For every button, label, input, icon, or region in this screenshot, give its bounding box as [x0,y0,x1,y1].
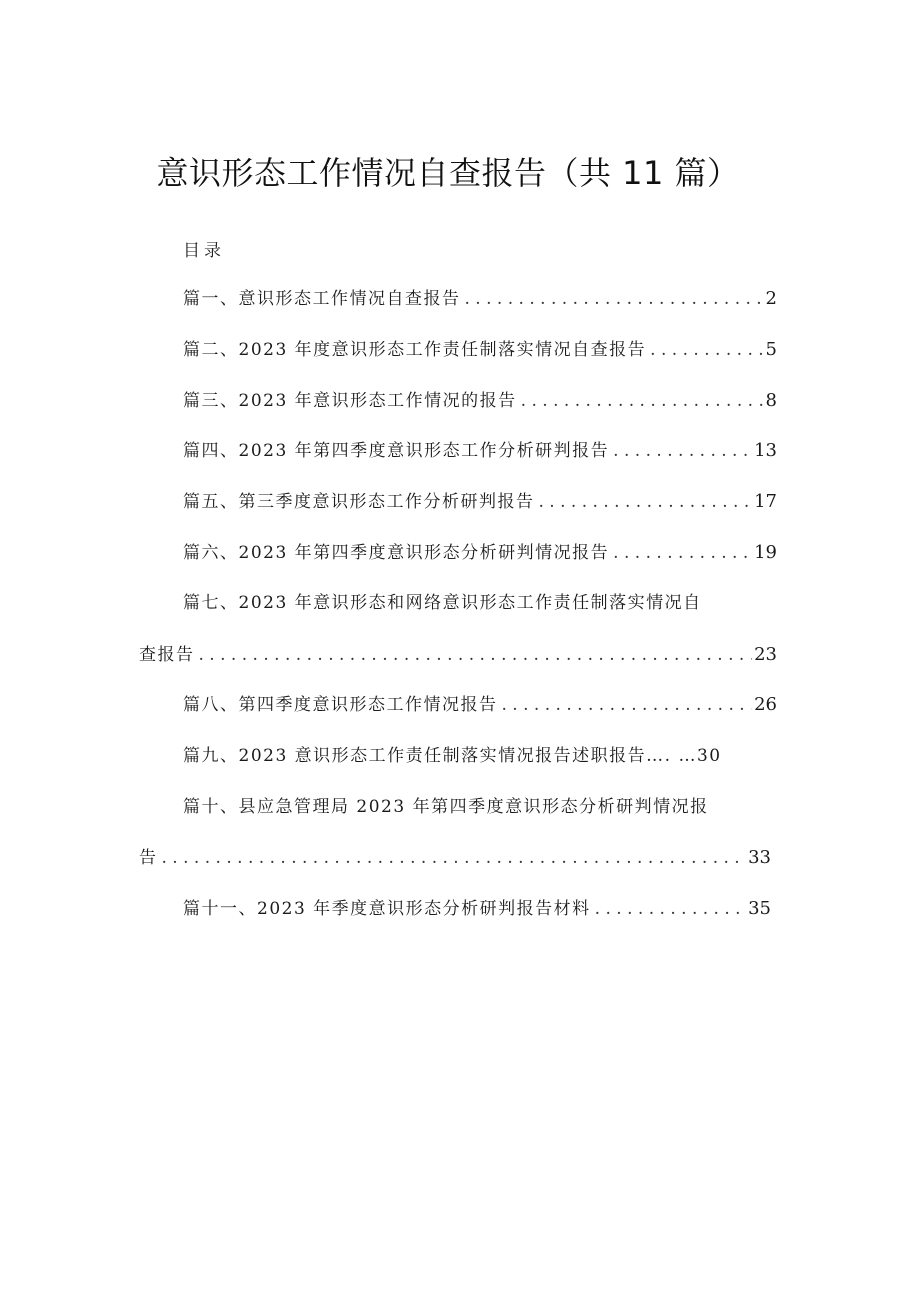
toc-entry-page: 26 [754,694,777,715]
toc-entry-page: 19 [754,542,777,563]
document-title: 意识形态工作情况自查报告（共 11 篇） [156,154,740,192]
toc-leader-dots [609,438,752,464]
toc-leader-dots [591,896,746,922]
toc-entry[interactable] [183,438,777,464]
toc-heading: 目录 [183,241,225,261]
toc-entry[interactable] [183,388,777,414]
toc-entry[interactable] [183,540,777,566]
toc-entry[interactable] [183,286,777,312]
toc-leader-dots [498,692,753,718]
toc-entry[interactable] [183,692,777,718]
toc-entry-title: 篇一、意识形态工作情况自查报告 [183,289,461,309]
toc-entry-title: 篇八、第四季度意识形态工作情况报告 [183,695,498,715]
toc-entry-page: 17 [754,491,777,512]
toc-entry[interactable] [139,845,771,871]
toc-entry-title-continued: 查报告 [139,645,195,665]
toc-entry-title: 篇三、2023 年意识形态工作情况的报告 [183,391,517,411]
toc-entry-page: 13 [754,440,777,461]
toc-entry-title[interactable]: 篇十、县应急管理局 2023 年第四季度意识形态分析研判情况报 [183,797,709,817]
toc-entry-title[interactable]: 篇九、2023 意识形态工作责任制落实情况报告述职报告…. …30 [183,746,722,766]
toc-entry-title: 篇四、2023 年第四季度意识形态工作分析研判报告 [183,441,610,461]
toc-leader-dots [195,642,753,668]
toc-entry-page: 5 [765,339,777,360]
toc-entry-title: 篇二、2023 年度意识形态工作责任制落实情况自查报告 [183,340,647,360]
toc-leader-dots [461,286,764,312]
toc-entry[interactable] [183,337,777,363]
toc-entry-title[interactable]: 篇七、2023 年意识形态和网络意识形态工作责任制落实情况自 [183,593,702,613]
toc-entry-page: 8 [765,390,777,411]
toc-leader-dots [646,337,763,363]
toc-entry-title: 篇十一、2023 年季度意识形态分析研判报告材料 [183,899,591,919]
toc-entry-page: 33 [748,847,771,868]
toc-entry-title: 篇六、2023 年第四季度意识形态分析研判情况报告 [183,543,610,563]
toc-entry-title-continued: 告 [139,848,158,868]
toc-entry-title: 篇五、第三季度意识形态工作分析研判报告 [183,492,535,512]
toc-entry-page: 35 [748,898,771,919]
toc-entry-page: 2 [765,288,777,309]
toc-leader-dots [535,489,753,515]
toc-leader-dots [517,388,764,414]
toc-entry[interactable] [139,642,777,668]
toc-entry-page: 23 [754,644,777,665]
toc-entry[interactable] [183,489,777,515]
toc-leader-dots [609,540,752,566]
toc-leader-dots [158,845,747,871]
toc-entry[interactable] [183,896,771,922]
